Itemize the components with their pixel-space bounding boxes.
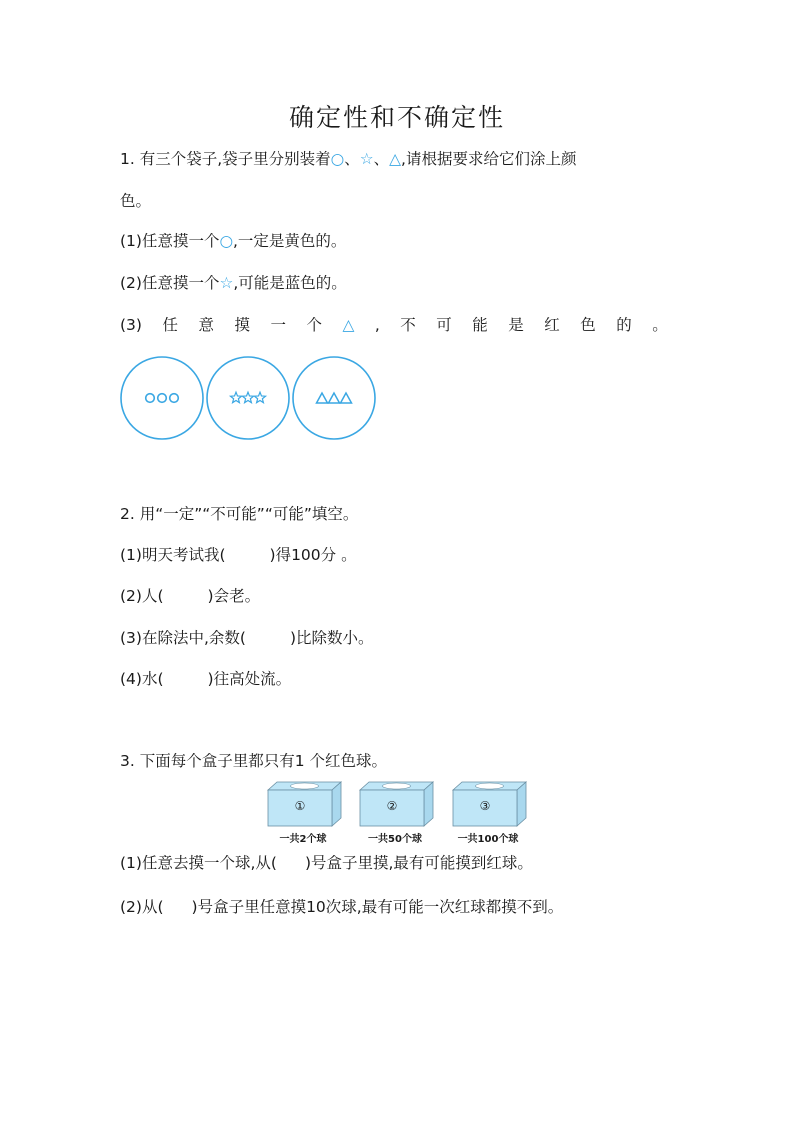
- q1-item-1-suffix: ,一定是黄色的。: [233, 232, 347, 250]
- q1-item-2-suffix: ,可能是蓝色的。: [233, 274, 347, 292]
- bags-diagram: [120, 354, 380, 444]
- triangle-icon: [341, 393, 352, 403]
- q1-item-3-char: 意: [198, 316, 214, 334]
- q1-item-3-char: 可: [436, 316, 452, 334]
- box-opening: [476, 783, 504, 789]
- box-side: [517, 782, 526, 826]
- q3-item-text: )号盒子里摸,最有可能摸到红球。: [304, 854, 533, 872]
- box-number: ③: [479, 799, 491, 813]
- star-icon: [254, 392, 265, 402]
- q1-intro-cont: 色。: [120, 192, 152, 210]
- circle-icon: ○: [330, 150, 345, 168]
- circle-icon: ○: [219, 232, 233, 250]
- box-number: ①: [294, 799, 306, 813]
- circle-icon: [158, 394, 167, 403]
- q2-item-3: [120, 627, 374, 649]
- q2-item-text: (1)明天考试我(: [120, 546, 226, 564]
- q1-item-3-char: 红: [544, 316, 560, 334]
- star-icon: ☆: [359, 150, 374, 168]
- bag-circle: [293, 357, 375, 439]
- q2-item-text: )比除数小。: [289, 629, 374, 647]
- q3-item-text: (2)从(: [120, 898, 164, 916]
- bag-circle: [121, 357, 203, 439]
- box-number: ②: [386, 799, 398, 813]
- q2-intro: 2. 用“一定”“不可能”“可能”填空。: [120, 505, 359, 523]
- triangle-icon: △: [389, 150, 402, 168]
- q2-item-text: (4)水(: [120, 670, 164, 688]
- q3-item-text: )号盒子里任意摸10次球,最有可能一次红球都摸不到。: [191, 898, 564, 916]
- q2-item-text: (3)在除法中,余数(: [120, 629, 246, 647]
- page-title: 确定性和不确定性: [288, 103, 505, 132]
- star-icon: ☆: [219, 274, 234, 292]
- triangle-icon: △: [342, 316, 355, 334]
- box-caption: 一共2个球: [279, 834, 327, 845]
- q1-intro-text-after: ,请根据要求给它们涂上颜: [401, 150, 577, 168]
- box-side: [332, 782, 341, 826]
- q1-item-3-char: (3): [120, 316, 142, 334]
- q3-item-1: [120, 852, 533, 874]
- star-icon: [230, 392, 241, 402]
- q3-item-text: (1)任意去摸一个球,从(: [120, 854, 277, 872]
- q3-intro: 3. 下面每个盒子里都只有1 个红色球。: [120, 752, 388, 770]
- q2-item-4: [120, 668, 291, 690]
- q1-intro: [120, 148, 576, 170]
- box-caption: 一共100个球: [457, 834, 519, 845]
- q1-item-3-char: 色: [580, 316, 596, 334]
- q3-item-2: [120, 896, 563, 918]
- q1-item-3: [120, 314, 668, 336]
- q1-item-1: [120, 230, 346, 252]
- triangle-icon: [329, 393, 340, 403]
- q2-item-text: (2)人(: [120, 587, 164, 605]
- q1-item-2-prefix: (2)任意摸一个: [120, 274, 220, 292]
- q2-item-2: [120, 585, 260, 607]
- box-caption: 一共50个球: [368, 834, 422, 845]
- q1-item-3-char: 任: [162, 316, 178, 334]
- star-icon: [242, 392, 253, 402]
- q1-item-3-char: ,: [374, 316, 380, 334]
- circle-icon: [146, 394, 155, 403]
- box-side: [424, 782, 433, 826]
- triangle-icon: [317, 393, 328, 403]
- q1-item-3-char: 不: [400, 316, 416, 334]
- q2-item-text: )会老。: [207, 587, 261, 605]
- box-opening: [291, 783, 319, 789]
- circle-icon: [170, 394, 179, 403]
- separator: 、: [373, 150, 390, 168]
- q1-item-3-char: 一: [270, 316, 286, 334]
- q1-item-3-char: 。: [652, 316, 668, 334]
- separator: 、: [344, 150, 360, 168]
- q2-item-text: )往高处流。: [207, 670, 292, 688]
- q1-item-3-char: 是: [508, 316, 524, 334]
- q2-item-1: [120, 544, 357, 566]
- q1-item-3-char: 个: [306, 316, 322, 334]
- q1-item-1-prefix: (1)任意摸一个: [120, 232, 220, 250]
- q2-item-text: )得100分 。: [269, 546, 357, 564]
- box-opening: [383, 783, 411, 789]
- q1-item-3-char: 的: [616, 316, 632, 334]
- bag-circle: [207, 357, 289, 439]
- q1-item-3-char: 摸: [234, 316, 250, 334]
- boxes-diagram: [262, 780, 542, 848]
- q1-intro-text: 1. 有三个袋子,袋子里分别装着: [120, 150, 331, 168]
- q1-item-2: [120, 272, 347, 294]
- q1-item-3-char: 能: [472, 316, 488, 334]
